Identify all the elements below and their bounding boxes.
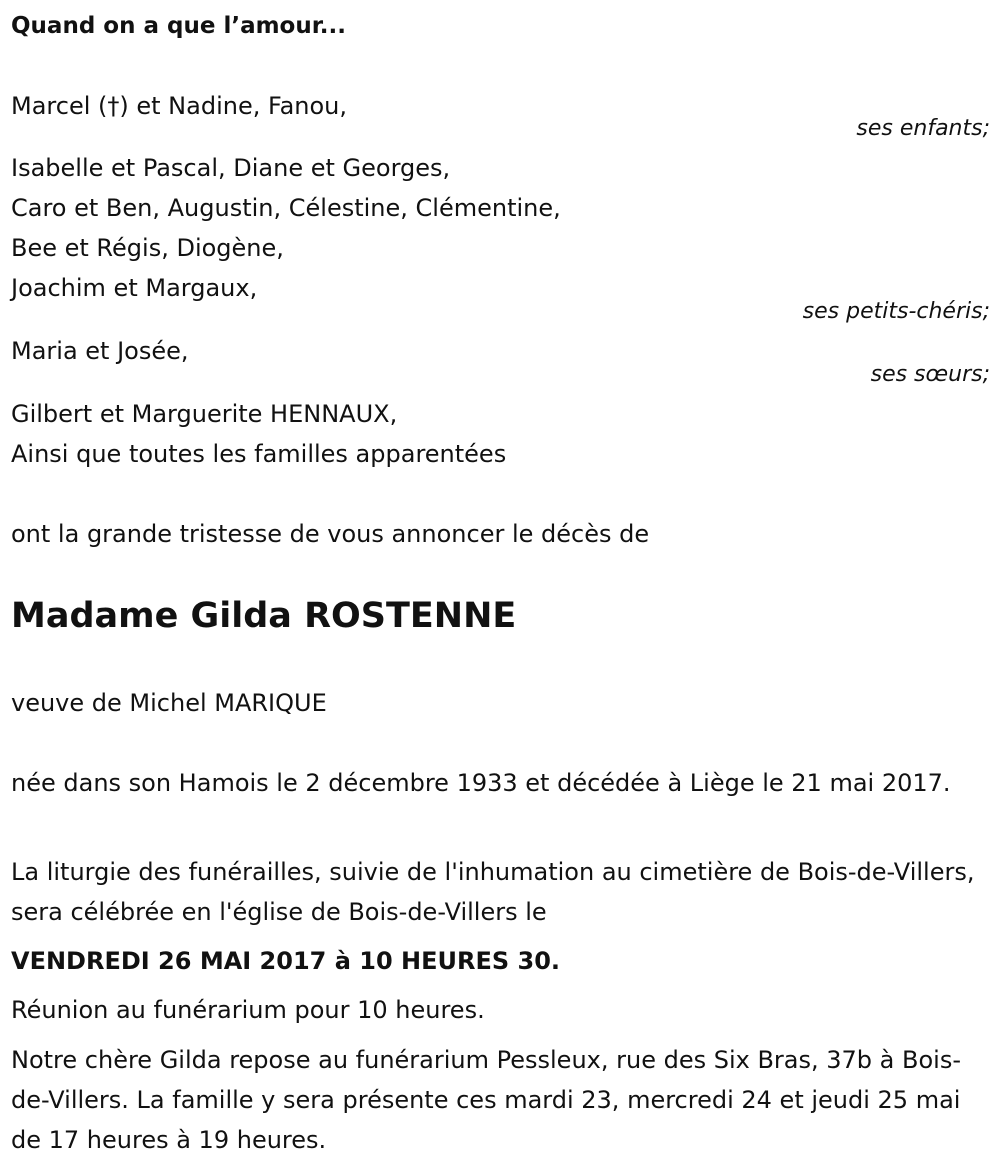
announcement-intro: ont la grande tristesse de vous annoncer le décès de xyxy=(11,520,650,548)
relatives-line: Ainsi que toutes les familles apparentées xyxy=(11,440,507,468)
grandchildren-line: Isabelle et Pascal, Diane et Georges, xyxy=(11,154,451,182)
children-names xyxy=(11,86,347,126)
children-role: ses enfants; xyxy=(856,116,990,141)
visitation-info: Notre chère Gilda repose au funérarium Pessleux, rue des Six Bras, 37b à Bois-de-Villers. La famille y sera présente ces mardi 23, mercredi 24 et jeudi 25 mai de 17 heures à 19 heures. xyxy=(11,1046,961,1154)
relatives-line: Gilbert et Marguerite HENNAUX, xyxy=(11,400,398,428)
widow-of: veuve de Michel MARIQUE xyxy=(11,689,327,717)
birth-death-info: née dans son Hamois le 2 décembre 1933 et décédée à Liège le 21 mai 2017. xyxy=(11,769,951,797)
children-names-start: Marcel ( xyxy=(11,92,108,120)
funeral-date-time: VENDREDI 26 MAI 2017 à 10 HEURES 30. xyxy=(11,947,561,975)
grandchildren-line: Bee et Régis, Diogène, xyxy=(11,234,284,262)
deceased-name: Madame Gilda ROSTENNE xyxy=(11,596,517,636)
sisters-role: ses sœurs; xyxy=(870,362,990,387)
sisters-names: Maria et Josée, xyxy=(11,337,189,365)
liturgy-info: La liturgie des funérailles, suivie de l'inhumation au cimetière de Bois-de-Villers, sera célébrée en l'église de Bois-de-Villers le xyxy=(11,858,975,926)
children-names-end: ) et Nadine, Fanou, xyxy=(119,92,348,120)
grandchildren-line: Joachim et Margaux, xyxy=(11,274,258,302)
meeting-info: Réunion au funérarium pour 10 heures. xyxy=(11,996,485,1024)
grandchildren-role: ses petits-chéris; xyxy=(802,299,990,324)
notice-heading: Quand on a que l’amour... xyxy=(11,13,347,39)
grandchildren-line: Caro et Ben, Augustin, Célestine, Clémentine, xyxy=(11,194,561,222)
cross-icon: † xyxy=(107,92,120,120)
